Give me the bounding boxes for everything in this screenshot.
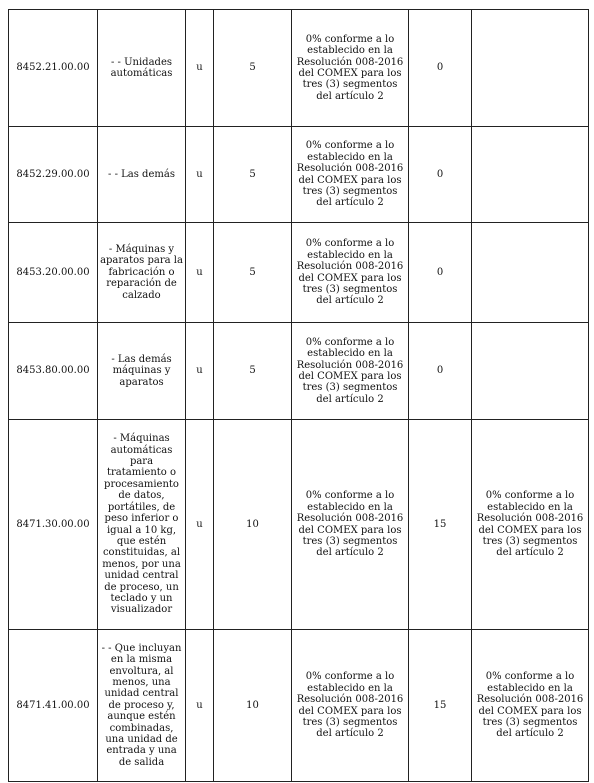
tariff-code: 8453.80.00.00 [9,323,98,420]
rate: 5 [214,127,292,223]
rate-note: 0% conforme a lo establecido en la Resolución 008-2016 del COMEX para los tres (3) segmentos del artículo 2 [292,10,409,127]
description: - Las demás máquinas y aparatos [98,323,186,420]
unit: u [186,420,214,630]
rate-note: 0% conforme a lo establecido en la Resolución 008-2016 del COMEX para los tres (3) segmentos del artículo 2 [292,323,409,420]
rate: 5 [214,323,292,420]
table-row [9,223,589,323]
rate: 5 [214,10,292,127]
table-row [9,420,589,630]
rate-note-2: 0% conforme a lo establecido en la Resolución 008-2016 del COMEX para los tres (3) segmentos del artículo 2 [472,420,589,630]
unit: u [186,127,214,223]
rate-2: 0 [409,323,472,420]
table-row [9,323,589,420]
rate-note-2 [472,323,589,420]
table-row [9,10,589,127]
tariff-code: 8452.29.00.00 [9,127,98,223]
rate-note: 0% conforme a lo establecido en la Resolución 008-2016 del COMEX para los tres (3) segmentos del artículo 2 [292,223,409,323]
unit: u [186,10,214,127]
rate-note: 0% conforme a lo establecido en la Resolución 008-2016 del COMEX para los tres (3) segmentos del artículo 2 [292,630,409,782]
rate-note-2 [472,10,589,127]
description: - Máquinas automáticas para tratamiento o procesamiento de datos, portátiles, de peso inferior o igual a 10 kg, que estén constituidas, al menos, por una unidad central de proceso, un teclado y un visualizador [98,420,186,630]
rate: 10 [214,630,292,782]
description: - - Unidades automáticas [98,10,186,127]
rate-2: 15 [409,630,472,782]
description: - - Las demás [98,127,186,223]
rate-note-2: 0% conforme a lo establecido en la Resolución 008-2016 del COMEX para los tres (3) segmentos del artículo 2 [472,630,589,782]
table-row [9,630,589,782]
rate-note-2 [472,127,589,223]
tariff-code: 8452.21.00.00 [9,10,98,127]
tariff-table [8,9,589,782]
rate-2: 0 [409,10,472,127]
rate-2: 0 [409,223,472,323]
rate-note: 0% conforme a lo establecido en la Resolución 008-2016 del COMEX para los tres (3) segmentos del artículo 2 [292,420,409,630]
unit: u [186,630,214,782]
unit: u [186,223,214,323]
rate-note-2 [472,223,589,323]
unit: u [186,323,214,420]
rate-2: 0 [409,127,472,223]
rate: 5 [214,223,292,323]
rate: 10 [214,420,292,630]
rate-note: 0% conforme a lo establecido en la Resolución 008-2016 del COMEX para los tres (3) segmentos del artículo 2 [292,127,409,223]
rate-2: 15 [409,420,472,630]
tariff-code: 8471.30.00.00 [9,420,98,630]
description: - - Que incluyan en la misma envoltura, al menos, una unidad central de proceso y, aunque estén combinadas, una unidad de entrada y una de salida [98,630,186,782]
tariff-code: 8471.41.00.00 [9,630,98,782]
description: - Máquinas y aparatos para la fabricación o reparación de calzado [98,223,186,323]
table-row [9,127,589,223]
tariff-code: 8453.20.00.00 [9,223,98,323]
